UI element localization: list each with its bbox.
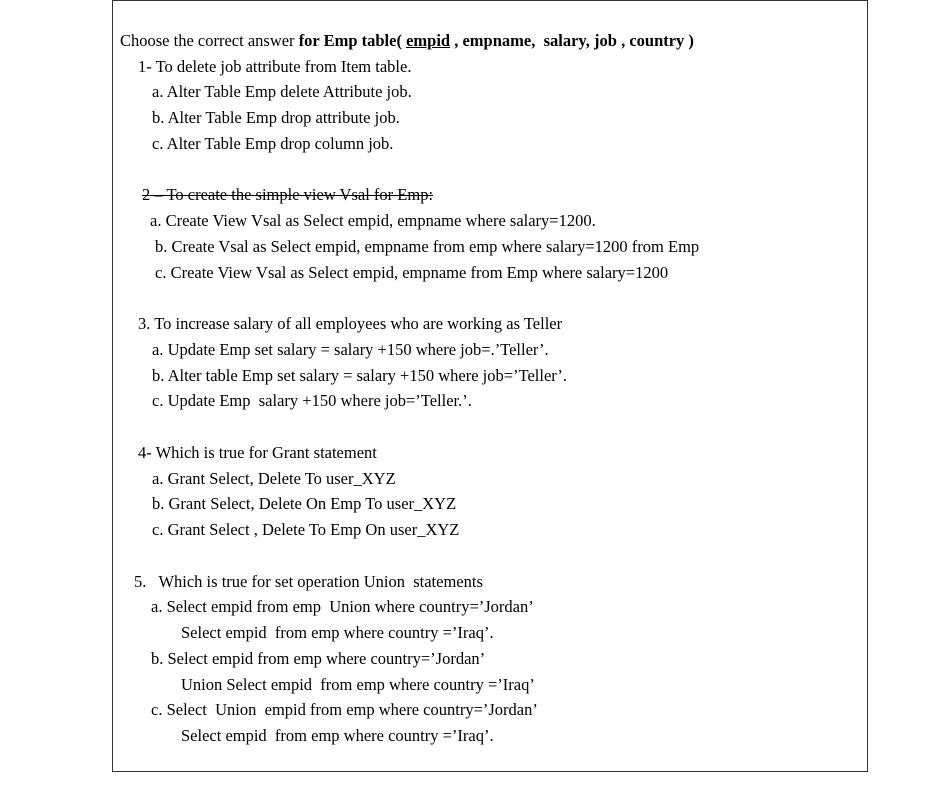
question-3-prompt: 3. To increase salary of all employees who are working as Teller [138,314,563,333]
question-2-option-b: b. Create Vsal as Select empid, empname from emp where salary=1200 from Emp [155,237,700,256]
question-4-option-b: b. Grant Select, Delete On Emp To user_XYZ [152,494,457,513]
question-3-option-c: c. Update Emp salary +150 where job=’Teller.’. [152,391,472,410]
question-5-option-c-continuation: Select empid from emp where country =’Iraq’. [181,726,494,745]
table-fields: , empname, salary, job , country ) [450,31,694,50]
question-4-option-c: c. Grant Select , Delete To Emp On user_XYZ [152,520,460,539]
primary-key-field: empid [406,31,451,50]
question-5-option-b-continuation: Union Select empid from emp where country =’Iraq’ [181,675,535,694]
instructions-prefix: Choose the correct answer [120,31,299,50]
question-5-prompt: 5. Which is true for set operation Union statements [134,572,483,591]
question-2-option-c: c. Create View Vsal as Select empid, empname from Emp where salary=1200 [155,263,669,282]
question-1-option-c: c. Alter Table Emp drop column job. [152,134,394,153]
instructions-line [120,31,694,51]
question-1-prompt: 1- To delete job attribute from Item table. [138,57,412,76]
question-4-prompt: 4- Which is true for Grant statement [138,443,377,462]
question-2-prompt: 2 – To create the simple view Vsal for Emp: [142,185,434,204]
question-1-option-b: b. Alter Table Emp drop attribute job. [152,108,400,127]
question-5-option-c: c. Select Union empid from emp where country=’Jordan’ [151,700,538,719]
question-5-option-b: b. Select empid from emp where country=’Jordan’ [151,649,486,668]
question-1-option-a: a. Alter Table Emp delete Attribute job. [152,82,412,101]
question-2-option-a: a. Create View Vsal as Select empid, empname where salary=1200. [150,211,596,230]
question-3-option-b: b. Alter table Emp set salary = salary +150 where job=’Teller’. [152,366,567,385]
question-5-option-a-continuation: Select empid from emp where country =’Iraq’. [181,623,494,642]
question-3-option-a: a. Update Emp set salary = salary +150 where job=.’Teller’. [152,340,549,359]
question-5-option-a: a. Select empid from emp Union where country=’Jordan’ [151,597,534,616]
question-4-option-a: a. Grant Select, Delete To user_XYZ [152,469,396,488]
table-prefix: for Emp table( [298,31,407,50]
